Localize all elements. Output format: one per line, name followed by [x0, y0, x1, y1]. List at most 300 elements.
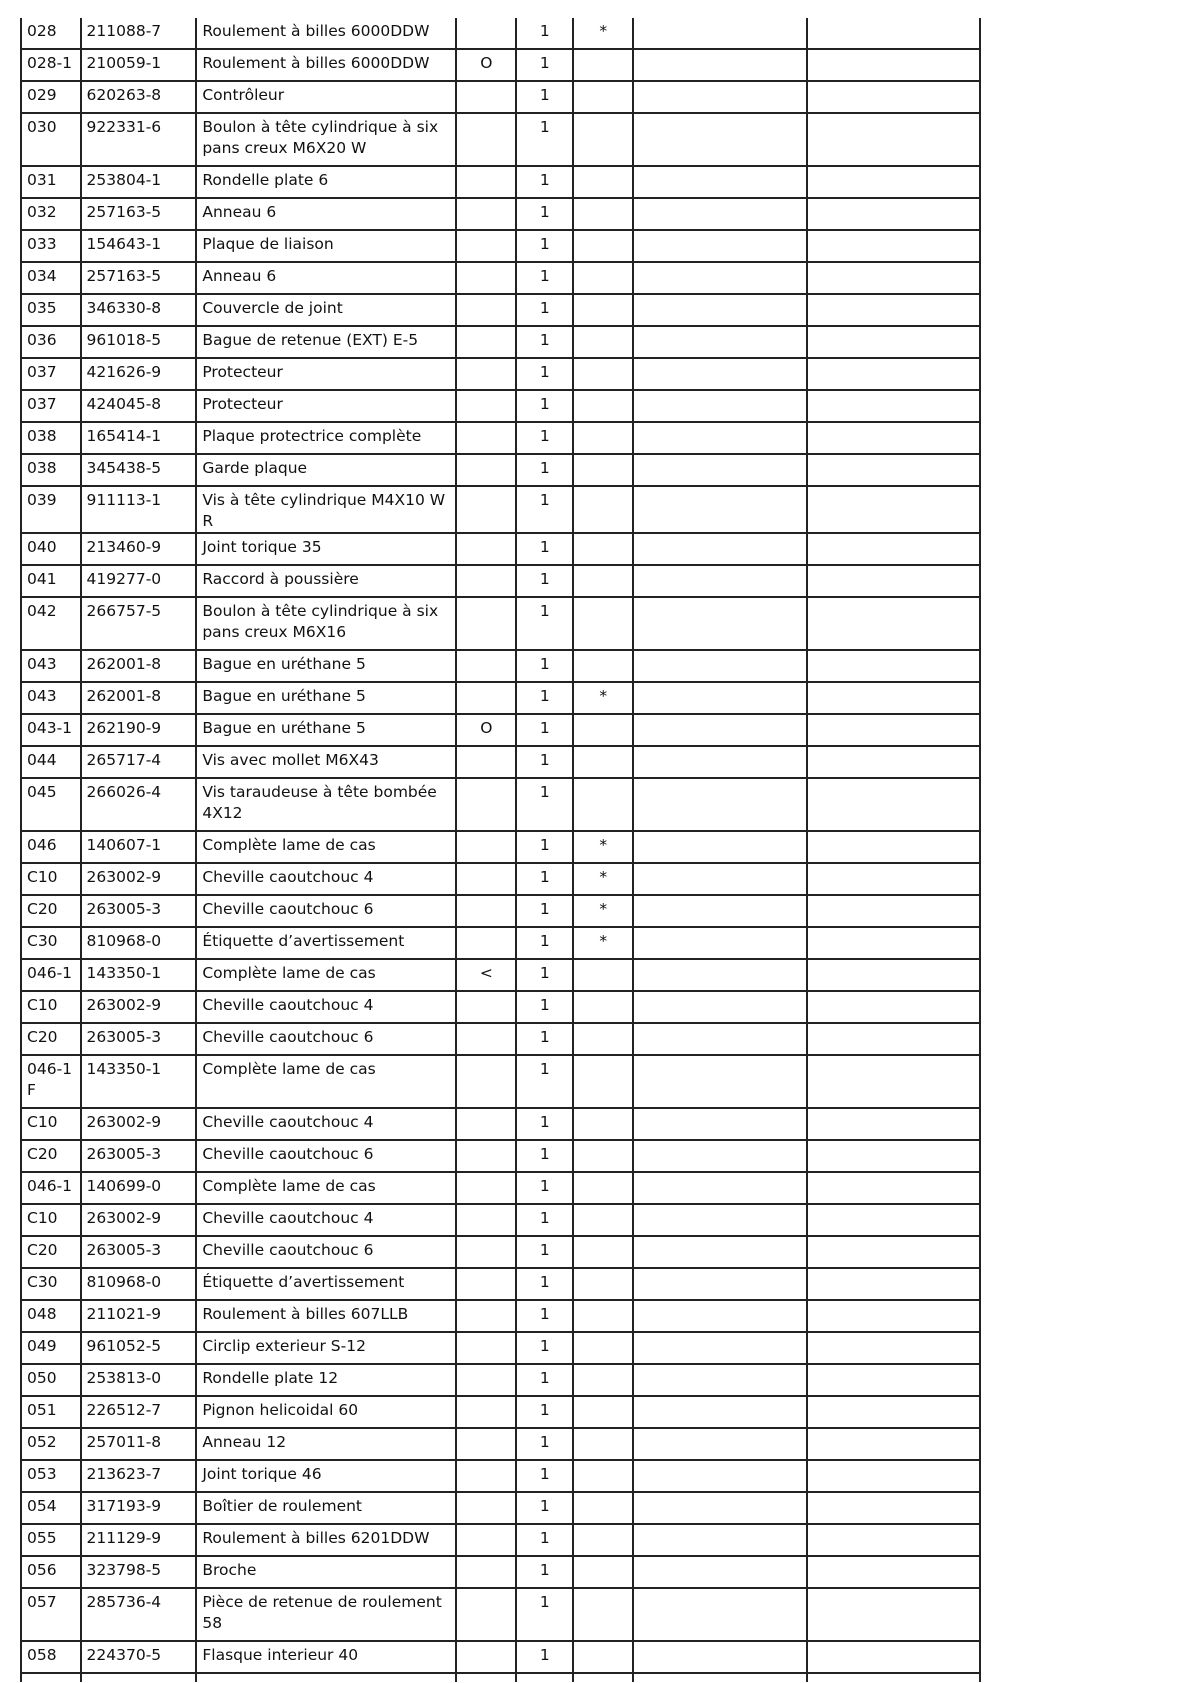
- empty-cell-2: [807, 1204, 980, 1236]
- quantity-cell: 1: [516, 1140, 573, 1172]
- table-row: [21, 422, 980, 454]
- description-cell: Bague en uréthane 5: [196, 714, 456, 746]
- marker-cell: [456, 486, 516, 533]
- note-cell: [573, 230, 633, 262]
- note-cell: [573, 1140, 633, 1172]
- empty-cell-2: [807, 49, 980, 81]
- part-number-cell: 257163-5: [81, 198, 197, 230]
- item-number-cell: 044: [21, 746, 81, 778]
- description-cell: Joint torique 46: [196, 1460, 456, 1492]
- empty-cell-1: [633, 1588, 807, 1641]
- item-number-cell: 051: [21, 1396, 81, 1428]
- part-number-cell: 419277-0: [81, 565, 197, 597]
- part-number-cell: 263002-9: [81, 1108, 197, 1140]
- note-cell: [573, 1332, 633, 1364]
- quantity-cell: 1: [516, 1300, 573, 1332]
- description-cell: Cheville caoutchouc 6: [196, 1236, 456, 1268]
- item-number-cell: 035: [21, 294, 81, 326]
- note-cell: [573, 1055, 633, 1108]
- description-cell: Cheville caoutchouc 4: [196, 1204, 456, 1236]
- item-number-cell: 057: [21, 1588, 81, 1641]
- empty-cell-2: [807, 895, 980, 927]
- quantity-cell: 1: [516, 1556, 573, 1588]
- empty-cell-2: [807, 1556, 980, 1588]
- description-cell: Complète lame de cas: [196, 1055, 456, 1108]
- empty-cell-1: [633, 895, 807, 927]
- empty-cell-1: [633, 597, 807, 650]
- marker-cell: [456, 1300, 516, 1332]
- part-number-cell: 143350-1: [81, 1055, 197, 1108]
- item-number-cell: C10: [21, 863, 81, 895]
- item-number-cell: 037: [21, 358, 81, 390]
- empty-cell-2: [807, 1641, 980, 1673]
- empty-cell-1: [633, 778, 807, 831]
- empty-cell-2: [807, 166, 980, 198]
- quantity-cell: 1: [516, 778, 573, 831]
- part-number-cell: 262001-8: [81, 682, 197, 714]
- empty-cell-1: [633, 1140, 807, 1172]
- description-cell: Joint torique 35: [196, 533, 456, 565]
- quantity-cell: 1: [516, 746, 573, 778]
- quantity-cell: 1: [516, 1268, 573, 1300]
- empty-cell-2: [807, 746, 980, 778]
- item-number-cell: 043-1: [21, 714, 81, 746]
- item-number-cell: 038: [21, 454, 81, 486]
- marker-cell: [456, 778, 516, 831]
- part-number-cell: 211021-9: [81, 1300, 197, 1332]
- marker-cell: [456, 1364, 516, 1396]
- table-row: [21, 294, 980, 326]
- table-row: [21, 1172, 980, 1204]
- note-cell: [573, 1300, 633, 1332]
- item-number-cell: 050: [21, 1364, 81, 1396]
- empty-cell-1: [633, 991, 807, 1023]
- item-number-cell: 046-1F: [21, 1055, 81, 1108]
- empty-cell-1: [633, 1023, 807, 1055]
- marker-cell: O: [456, 49, 516, 81]
- quantity-cell: 1: [516, 1428, 573, 1460]
- part-number-cell: 345438-5: [81, 454, 197, 486]
- description-cell: Rondelle plate 12: [196, 1364, 456, 1396]
- marker-cell: [456, 262, 516, 294]
- part-number-cell: 143350-1: [81, 959, 197, 991]
- marker-cell: [456, 294, 516, 326]
- item-number-cell: C10: [21, 1204, 81, 1236]
- marker-cell: [456, 198, 516, 230]
- description-cell: Plaque protectrice complète: [196, 422, 456, 454]
- note-cell: [573, 778, 633, 831]
- note-cell: *: [573, 895, 633, 927]
- empty-cell-2: [807, 959, 980, 991]
- note-cell: [573, 1236, 633, 1268]
- description-cell: Bague en uréthane 5: [196, 682, 456, 714]
- quantity-cell: 1: [516, 486, 573, 533]
- quantity-cell: 1: [516, 422, 573, 454]
- quantity-cell: 1: [516, 1492, 573, 1524]
- description-cell: Contrôleur: [196, 81, 456, 113]
- quantity-cell: 1: [516, 597, 573, 650]
- quantity-cell: 1: [516, 1460, 573, 1492]
- description-cell: Anneau 6: [196, 198, 456, 230]
- empty-cell-1: [633, 358, 807, 390]
- description-cell: Étiquette d’avertissement: [196, 927, 456, 959]
- empty-cell-1: [633, 1204, 807, 1236]
- table-row: [21, 1140, 980, 1172]
- empty-cell-1: [633, 863, 807, 895]
- description-cell: Bague de retenue (EXT) E-5: [196, 326, 456, 358]
- quantity-cell: 1: [516, 1396, 573, 1428]
- empty-cell-1: [633, 1055, 807, 1108]
- empty-cell-2: [807, 714, 980, 746]
- table-row: [21, 198, 980, 230]
- marker-cell: [456, 1492, 516, 1524]
- note-cell: [573, 1396, 633, 1428]
- marker-cell: [456, 1460, 516, 1492]
- item-number-cell: 033: [21, 230, 81, 262]
- marker-cell: [456, 422, 516, 454]
- note-cell: *: [573, 863, 633, 895]
- empty-cell-1: [633, 1332, 807, 1364]
- description-cell: Couvercle de joint: [196, 294, 456, 326]
- item-number-cell: 040: [21, 533, 81, 565]
- item-number-cell: C10: [21, 991, 81, 1023]
- part-number-cell: 263005-3: [81, 1236, 197, 1268]
- empty-cell-2: [807, 1524, 980, 1556]
- note-cell: [573, 294, 633, 326]
- note-cell: [573, 1460, 633, 1492]
- description-cell: Protecteur: [196, 390, 456, 422]
- quantity-cell: 1: [516, 1204, 573, 1236]
- empty-cell-1: [633, 1524, 807, 1556]
- description-cell: Broche: [196, 1556, 456, 1588]
- item-number-cell: C10: [21, 1108, 81, 1140]
- note-cell: *: [573, 927, 633, 959]
- table-row: [21, 714, 980, 746]
- empty-cell-2: [807, 1332, 980, 1364]
- description-cell: Complète lame de cas: [196, 831, 456, 863]
- empty-cell-1: [633, 230, 807, 262]
- table-row: [21, 863, 980, 895]
- part-number-cell: 266757-5: [81, 597, 197, 650]
- note-cell: [573, 486, 633, 533]
- continuation-cell: [807, 1673, 980, 1682]
- description-cell: Anneau 6: [196, 262, 456, 294]
- item-number-cell: 055: [21, 1524, 81, 1556]
- empty-cell-1: [633, 1556, 807, 1588]
- table-row: [21, 1332, 980, 1364]
- marker-cell: [456, 1023, 516, 1055]
- empty-cell-1: [633, 650, 807, 682]
- table-row: [21, 326, 980, 358]
- continuation-cell: [456, 1673, 516, 1682]
- empty-cell-1: [633, 113, 807, 166]
- note-cell: [573, 81, 633, 113]
- marker-cell: [456, 1055, 516, 1108]
- part-number-cell: 317193-9: [81, 1492, 197, 1524]
- table-row: [21, 1556, 980, 1588]
- marker-cell: [456, 746, 516, 778]
- item-number-cell: C20: [21, 895, 81, 927]
- marker-cell: [456, 1204, 516, 1236]
- empty-cell-2: [807, 1492, 980, 1524]
- note-cell: [573, 358, 633, 390]
- marker-cell: [456, 230, 516, 262]
- part-number-cell: 213460-9: [81, 533, 197, 565]
- part-number-cell: 346330-8: [81, 294, 197, 326]
- note-cell: [573, 1556, 633, 1588]
- part-number-cell: 424045-8: [81, 390, 197, 422]
- part-number-cell: 263002-9: [81, 991, 197, 1023]
- quantity-cell: 1: [516, 863, 573, 895]
- quantity-cell: 1: [516, 326, 573, 358]
- empty-cell-1: [633, 682, 807, 714]
- part-number-cell: 211129-9: [81, 1524, 197, 1556]
- marker-cell: [456, 358, 516, 390]
- quantity-cell: 1: [516, 927, 573, 959]
- quantity-cell: 1: [516, 1524, 573, 1556]
- quantity-cell: 1: [516, 1364, 573, 1396]
- empty-cell-2: [807, 1428, 980, 1460]
- quantity-cell: 1: [516, 1332, 573, 1364]
- quantity-cell: 1: [516, 198, 573, 230]
- marker-cell: [456, 682, 516, 714]
- quantity-cell: 1: [516, 565, 573, 597]
- empty-cell-2: [807, 1396, 980, 1428]
- table-row: [21, 565, 980, 597]
- empty-cell-2: [807, 358, 980, 390]
- table-row: [21, 49, 980, 81]
- description-cell: Complète lame de cas: [196, 1172, 456, 1204]
- continuation-cell: [81, 1673, 197, 1682]
- item-number-cell: C20: [21, 1236, 81, 1268]
- table-row: [21, 1492, 980, 1524]
- empty-cell-2: [807, 682, 980, 714]
- note-cell: [573, 454, 633, 486]
- note-cell: [573, 1588, 633, 1641]
- description-cell: Pignon helicoidal 60: [196, 1396, 456, 1428]
- quantity-cell: 1: [516, 1588, 573, 1641]
- marker-cell: [456, 1172, 516, 1204]
- empty-cell-2: [807, 454, 980, 486]
- quantity-cell: 1: [516, 390, 573, 422]
- table-row: [21, 746, 980, 778]
- quantity-cell: 1: [516, 1108, 573, 1140]
- empty-cell-1: [633, 81, 807, 113]
- empty-cell-2: [807, 390, 980, 422]
- empty-cell-1: [633, 714, 807, 746]
- note-cell: [573, 959, 633, 991]
- empty-cell-2: [807, 831, 980, 863]
- note-cell: [573, 262, 633, 294]
- item-number-cell: 036: [21, 326, 81, 358]
- empty-cell-1: [633, 1268, 807, 1300]
- table-row: [21, 1460, 980, 1492]
- table-row: [21, 1236, 980, 1268]
- item-number-cell: 039: [21, 486, 81, 533]
- description-cell: Cheville caoutchouc 6: [196, 1023, 456, 1055]
- marker-cell: [456, 565, 516, 597]
- empty-cell-1: [633, 959, 807, 991]
- empty-cell-1: [633, 486, 807, 533]
- part-number-cell: 961018-5: [81, 326, 197, 358]
- quantity-cell: 1: [516, 294, 573, 326]
- marker-cell: [456, 863, 516, 895]
- note-cell: [573, 166, 633, 198]
- part-number-cell: 253813-0: [81, 1364, 197, 1396]
- note-cell: *: [573, 831, 633, 863]
- table-row: [21, 682, 980, 714]
- description-cell: Cheville caoutchouc 4: [196, 1108, 456, 1140]
- quantity-cell: 1: [516, 682, 573, 714]
- part-number-cell: 266026-4: [81, 778, 197, 831]
- empty-cell-1: [633, 1428, 807, 1460]
- table-row: [21, 262, 980, 294]
- empty-cell-1: [633, 18, 807, 49]
- marker-cell: <: [456, 959, 516, 991]
- table-row: [21, 1524, 980, 1556]
- quantity-cell: 1: [516, 81, 573, 113]
- marker-cell: [456, 597, 516, 650]
- empty-cell-1: [633, 927, 807, 959]
- item-number-cell: 056: [21, 1556, 81, 1588]
- part-number-cell: 265717-4: [81, 746, 197, 778]
- note-cell: [573, 597, 633, 650]
- table-row: [21, 166, 980, 198]
- item-number-cell: 038: [21, 422, 81, 454]
- part-number-cell: 140607-1: [81, 831, 197, 863]
- quantity-cell: 1: [516, 1172, 573, 1204]
- marker-cell: O: [456, 714, 516, 746]
- empty-cell-1: [633, 1236, 807, 1268]
- quantity-cell: 1: [516, 650, 573, 682]
- note-cell: [573, 1023, 633, 1055]
- description-cell: Cheville caoutchouc 4: [196, 991, 456, 1023]
- empty-cell-2: [807, 1588, 980, 1641]
- marker-cell: [456, 166, 516, 198]
- marker-cell: [456, 81, 516, 113]
- quantity-cell: 1: [516, 358, 573, 390]
- table-row: [21, 650, 980, 682]
- note-cell: [573, 1204, 633, 1236]
- marker-cell: [456, 326, 516, 358]
- item-number-cell: 043: [21, 650, 81, 682]
- empty-cell-1: [633, 831, 807, 863]
- item-number-cell: 043: [21, 682, 81, 714]
- note-cell: *: [573, 18, 633, 49]
- marker-cell: [456, 1108, 516, 1140]
- table-row: [21, 1588, 980, 1641]
- empty-cell-2: [807, 113, 980, 166]
- marker-cell: [456, 1588, 516, 1641]
- part-number-cell: 262190-9: [81, 714, 197, 746]
- quantity-cell: 1: [516, 49, 573, 81]
- description-cell: Étiquette d’avertissement: [196, 1268, 456, 1300]
- marker-cell: [456, 113, 516, 166]
- note-cell: [573, 113, 633, 166]
- item-number-cell: C20: [21, 1140, 81, 1172]
- marker-cell: [456, 1332, 516, 1364]
- note-cell: [573, 746, 633, 778]
- empty-cell-2: [807, 1300, 980, 1332]
- marker-cell: [456, 1641, 516, 1673]
- note-cell: [573, 714, 633, 746]
- empty-cell-2: [807, 1023, 980, 1055]
- empty-cell-2: [807, 927, 980, 959]
- part-number-cell: 620263-8: [81, 81, 197, 113]
- table-row: [21, 113, 980, 166]
- part-number-cell: 210059-1: [81, 49, 197, 81]
- empty-cell-2: [807, 294, 980, 326]
- empty-cell-1: [633, 1172, 807, 1204]
- description-cell: Roulement à billes 6000DDW: [196, 18, 456, 49]
- table-row: [21, 18, 980, 49]
- quantity-cell: 1: [516, 831, 573, 863]
- empty-cell-2: [807, 326, 980, 358]
- description-cell: Roulement à billes 6201DDW: [196, 1524, 456, 1556]
- table-row: [21, 959, 980, 991]
- part-number-cell: 257011-8: [81, 1428, 197, 1460]
- empty-cell-1: [633, 1460, 807, 1492]
- quantity-cell: 1: [516, 959, 573, 991]
- item-number-cell: 058: [21, 1641, 81, 1673]
- part-number-cell: 323798-5: [81, 1556, 197, 1588]
- quantity-cell: 1: [516, 113, 573, 166]
- description-cell: Vis à tête cylindrique M4X10 WR: [196, 486, 456, 533]
- empty-cell-2: [807, 1055, 980, 1108]
- note-cell: [573, 650, 633, 682]
- quantity-cell: 1: [516, 991, 573, 1023]
- empty-cell-1: [633, 746, 807, 778]
- empty-cell-1: [633, 294, 807, 326]
- note-cell: [573, 326, 633, 358]
- quantity-cell: 1: [516, 533, 573, 565]
- quantity-cell: 1: [516, 230, 573, 262]
- description-cell: Protecteur: [196, 358, 456, 390]
- empty-cell-1: [633, 1492, 807, 1524]
- marker-cell: [456, 895, 516, 927]
- part-number-cell: 262001-8: [81, 650, 197, 682]
- part-number-cell: 224370-5: [81, 1641, 197, 1673]
- table-row: [21, 991, 980, 1023]
- note-cell: [573, 533, 633, 565]
- marker-cell: [456, 1140, 516, 1172]
- marker-cell: [456, 1428, 516, 1460]
- part-number-cell: 421626-9: [81, 358, 197, 390]
- table-row: [21, 486, 980, 533]
- table-row: [21, 1641, 980, 1673]
- note-cell: [573, 1428, 633, 1460]
- part-number-cell: 165414-1: [81, 422, 197, 454]
- note-cell: [573, 390, 633, 422]
- description-cell: Roulement à billes 6000DDW: [196, 49, 456, 81]
- part-number-cell: 810968-0: [81, 1268, 197, 1300]
- description-cell: Vis taraudeuse à tête bombée 4X12: [196, 778, 456, 831]
- part-number-cell: 213623-7: [81, 1460, 197, 1492]
- table-row: [21, 1204, 980, 1236]
- description-cell: Boîtier de roulement: [196, 1492, 456, 1524]
- item-number-cell: 049: [21, 1332, 81, 1364]
- description-cell: Boulon à tête cylindrique à six pans creux M6X20 W: [196, 113, 456, 166]
- empty-cell-1: [633, 390, 807, 422]
- item-number-cell: 052: [21, 1428, 81, 1460]
- empty-cell-2: [807, 650, 980, 682]
- part-number-cell: 263005-3: [81, 1140, 197, 1172]
- table-row: [21, 1108, 980, 1140]
- table-row: [21, 1300, 980, 1332]
- empty-cell-2: [807, 422, 980, 454]
- table-row: [21, 927, 980, 959]
- item-number-cell: 028: [21, 18, 81, 49]
